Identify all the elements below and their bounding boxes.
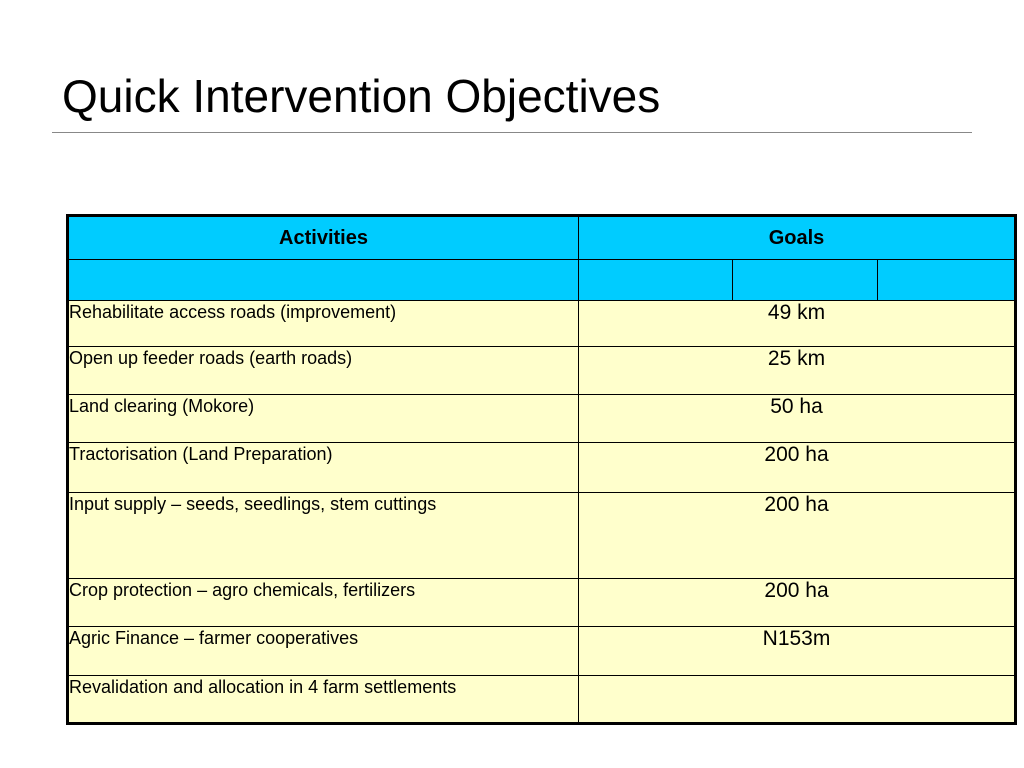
title-divider: [52, 132, 972, 133]
activity-cell: Revalidation and allocation in 4 farm settlements: [68, 676, 579, 724]
goal-cell: 200 ha: [579, 579, 1016, 627]
page-title: Quick Intervention Objectives: [62, 70, 661, 122]
goal-cell: 200 ha: [579, 443, 1016, 493]
objectives-table: [66, 214, 1017, 725]
subheader-cell: [733, 260, 878, 301]
goal-cell: N153m: [579, 627, 1016, 676]
activity-cell: Land clearing (Mokore): [68, 395, 579, 443]
table-row: [68, 676, 1016, 724]
activity-cell: Crop protection – agro chemicals, fertilizers: [68, 579, 579, 627]
table-row: [68, 395, 1016, 443]
subheader-cell: [68, 260, 579, 301]
activity-cell: Agric Finance – farmer cooperatives: [68, 627, 579, 676]
goals-header: Goals: [579, 216, 1016, 260]
activity-cell: Rehabilitate access roads (improvement): [68, 301, 579, 347]
goal-cell: 200 ha: [579, 493, 1016, 579]
goal-cell: 50 ha: [579, 395, 1016, 443]
subheader-cell: [878, 260, 1016, 301]
activity-cell: Tractorisation (Land Preparation): [68, 443, 579, 493]
activity-cell: Input supply – seeds, seedlings, stem cuttings: [68, 493, 579, 579]
table-row: [68, 579, 1016, 627]
subheader-cell: [579, 260, 733, 301]
table-row: [68, 493, 1016, 579]
table-row: [68, 627, 1016, 676]
table-row: [68, 301, 1016, 347]
table-row: [68, 347, 1016, 395]
table-subheader-row: [68, 260, 1016, 301]
activity-cell: Open up feeder roads (earth roads): [68, 347, 579, 395]
goal-cell: 49 km: [579, 301, 1016, 347]
goal-cell: [579, 676, 1016, 724]
activities-header: Activities: [68, 216, 579, 260]
table-header-row: [68, 216, 1016, 260]
goal-cell: 25 km: [579, 347, 1016, 395]
table-row: [68, 443, 1016, 493]
